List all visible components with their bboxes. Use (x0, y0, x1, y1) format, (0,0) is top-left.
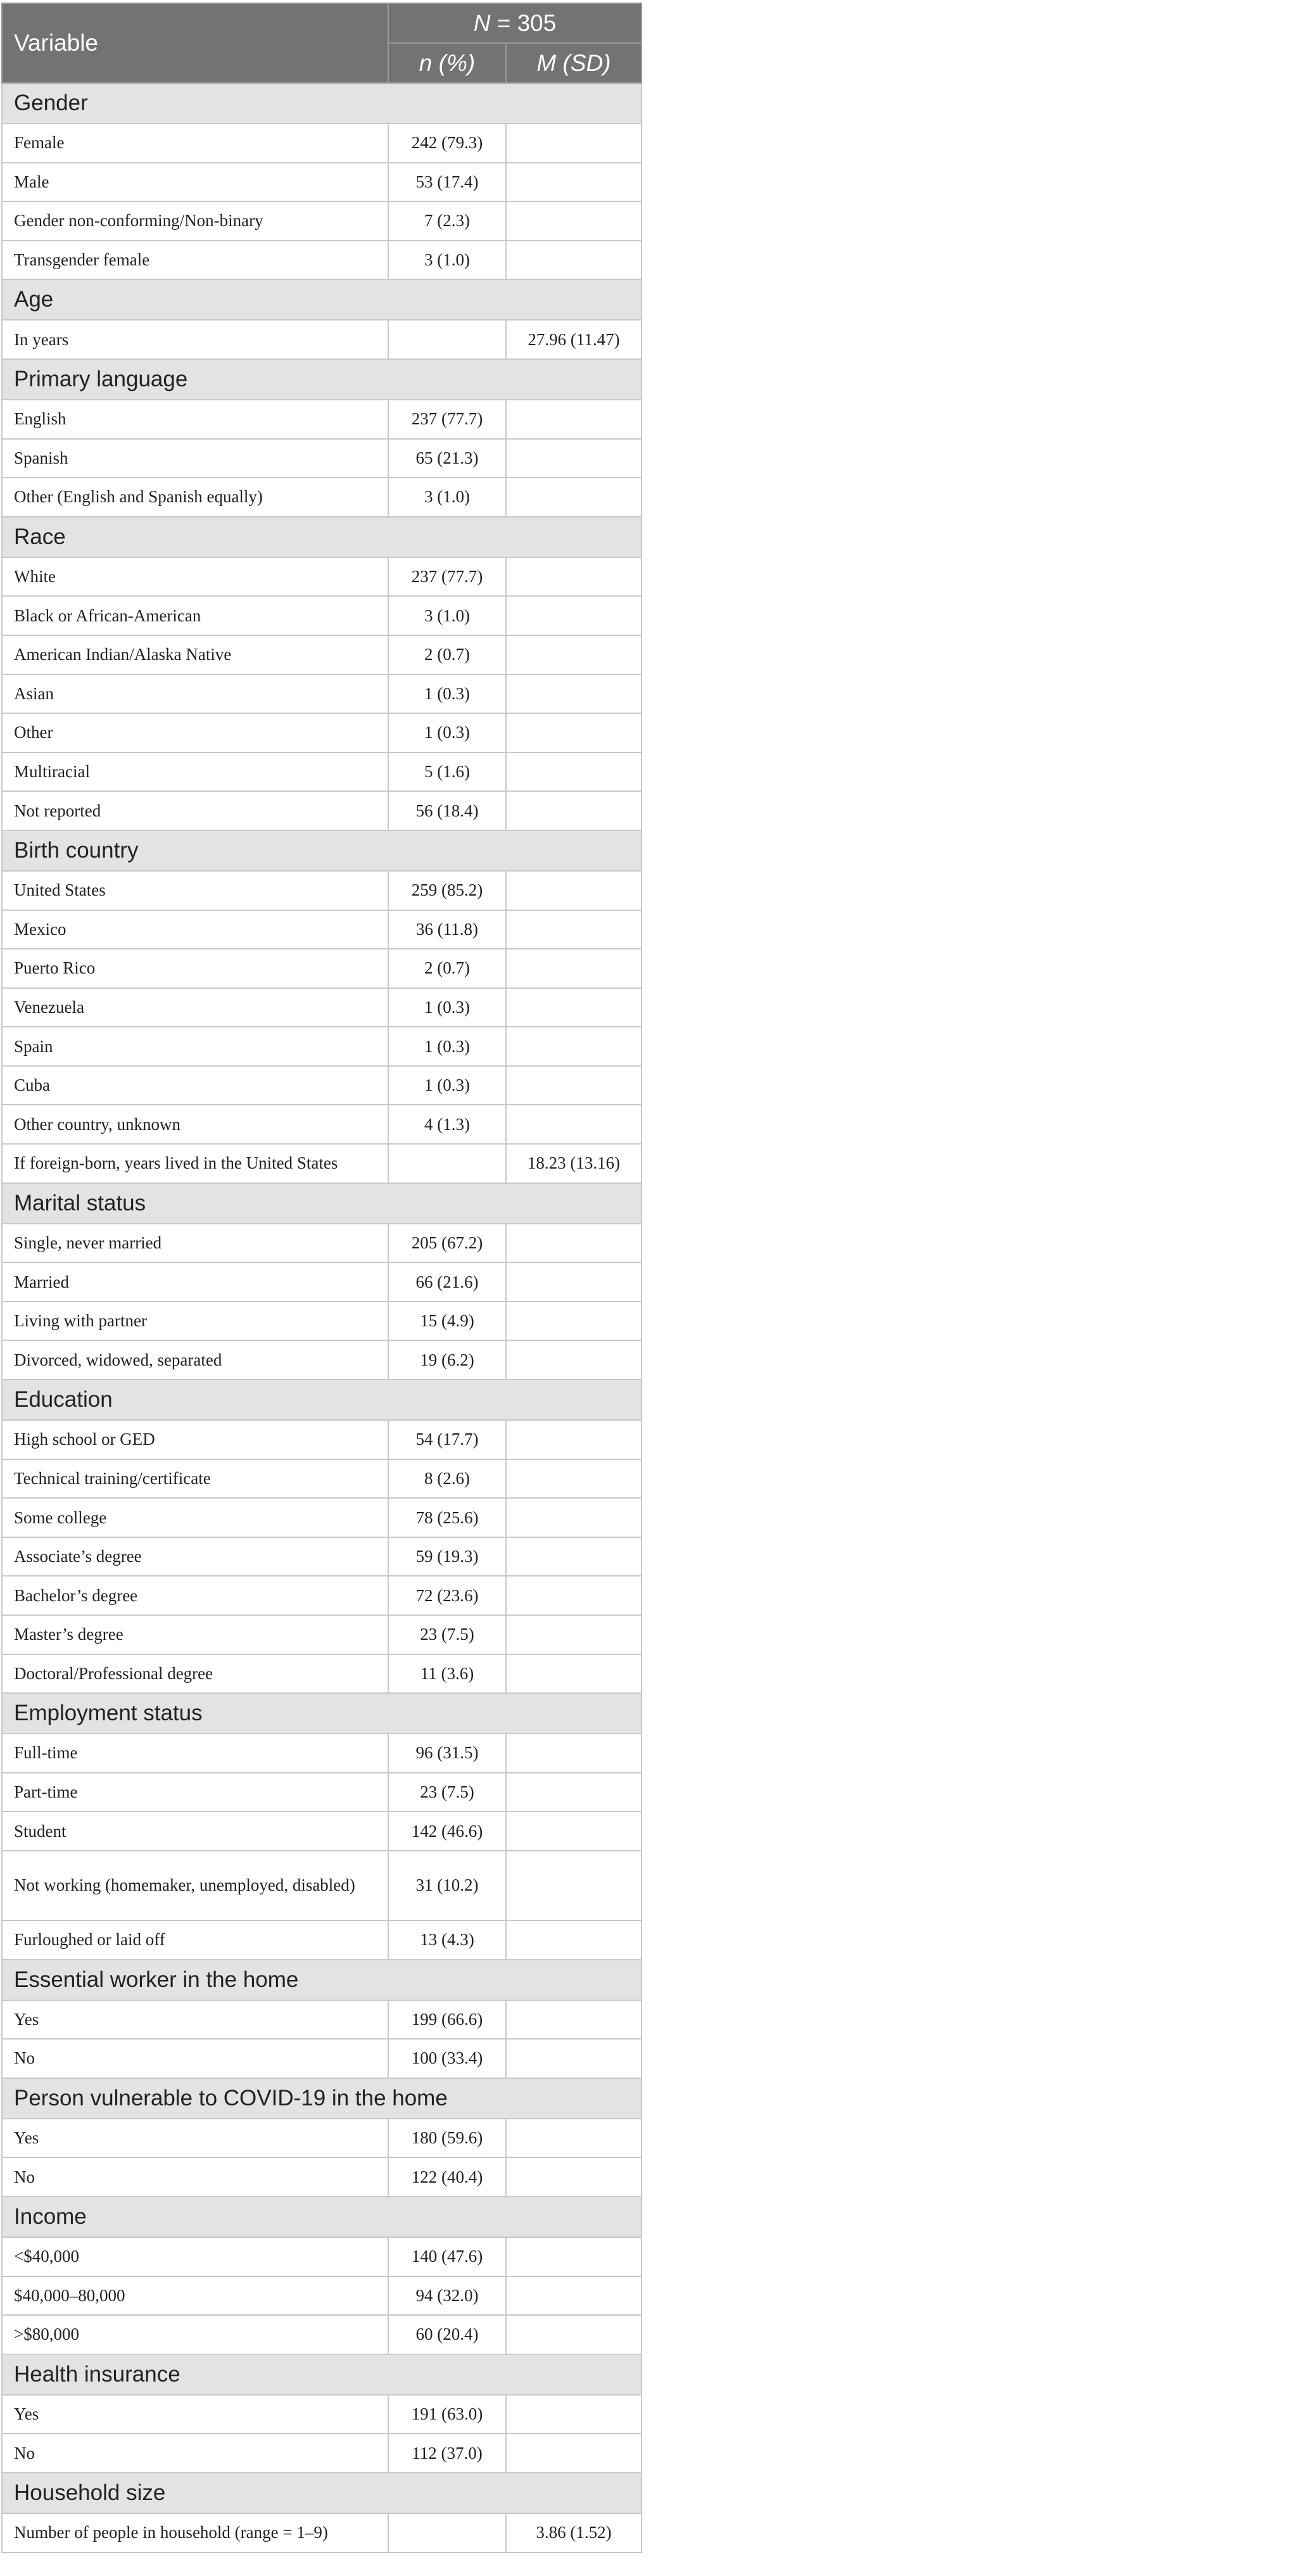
row-label: Not working (homemaker, unemployed, disabled) (2, 1851, 388, 1920)
n-percent-cell: 72 (23.6) (388, 1576, 506, 1615)
mean-sd-cell (506, 1066, 642, 1105)
mean-sd-cell (506, 871, 642, 910)
section-title: Income (2, 2197, 642, 2237)
row-label: Divorced, widowed, separated (2, 1340, 388, 1380)
row-label: Associate’s degree (2, 1537, 388, 1577)
row-label: White (2, 557, 388, 597)
section-header-row (2, 830, 642, 871)
table-row (2, 400, 642, 439)
row-label: Full-time (2, 1734, 388, 1773)
row-label: Not reported (2, 791, 388, 830)
mean-sd-cell (506, 949, 642, 988)
mean-sd-cell (506, 201, 642, 241)
table-row (2, 1537, 642, 1577)
mean-sd-cell: 27.96 (11.47) (506, 320, 642, 359)
row-label: Yes (2, 2000, 388, 2040)
row-label: Multiracial (2, 752, 388, 792)
n-percent-cell: 19 (6.2) (388, 1340, 506, 1380)
n-percent-cell (388, 2513, 506, 2553)
row-label: Furloughed or laid off (2, 1920, 388, 1960)
mean-sd-cell (506, 2315, 642, 2354)
n-percent-cell: 7 (2.3) (388, 201, 506, 241)
n-percent-cell: 3 (1.0) (388, 241, 506, 280)
n-percent-cell: 5 (1.6) (388, 752, 506, 792)
mean-sd-cell (506, 1537, 642, 1577)
mean-sd-cell (506, 1027, 642, 1066)
row-label: English (2, 400, 388, 439)
section-title: Age (2, 279, 642, 320)
n-percent-cell: 237 (77.7) (388, 557, 506, 597)
table-row (2, 791, 642, 830)
mean-sd-cell (506, 1498, 642, 1537)
mean-sd-cell (506, 1224, 642, 1263)
section-header-row (2, 359, 642, 400)
mean-sd-cell (506, 2395, 642, 2434)
mean-sd-cell (506, 675, 642, 714)
mean-sd-cell (506, 1773, 642, 1812)
mean-sd-cell (506, 1654, 642, 1694)
table-body (2, 83, 642, 2553)
mean-symbol: M (536, 49, 557, 76)
mean-sd-cell (506, 1851, 642, 1920)
row-label: High school or GED (2, 1420, 388, 1459)
section-title: Person vulnerable to COVID-19 in the home (2, 2078, 642, 2119)
n-percent-cell: 1 (0.3) (388, 988, 506, 1027)
mean-sd-cell (506, 713, 642, 752)
n-percent-cell: 96 (31.5) (388, 1734, 506, 1773)
mean-sd-cell (506, 2157, 642, 2197)
n-percent-cell: 54 (17.7) (388, 1420, 506, 1459)
table-row (2, 1302, 642, 1341)
table-row (2, 1851, 642, 1920)
mean-sd-cell (506, 2039, 642, 2078)
section-header-row (2, 279, 642, 320)
row-label: Number of people in household (range = 1–9) (2, 2513, 388, 2553)
table-row (2, 2395, 642, 2434)
table-row (2, 2000, 642, 2040)
table-row (2, 713, 642, 752)
table-row (2, 596, 642, 635)
table-row (2, 1920, 642, 1960)
n-percent-cell: 66 (21.6) (388, 1262, 506, 1302)
section-header-row (2, 2078, 642, 2119)
row-label: >$80,000 (2, 2315, 388, 2354)
row-label: Spanish (2, 439, 388, 478)
row-label: No (2, 2433, 388, 2473)
mean-sd-cell (506, 2276, 642, 2316)
row-label: Other country, unknown (2, 1105, 388, 1144)
table-row (2, 2039, 642, 2078)
section-header-row (2, 83, 642, 124)
n-percent-cell: 1 (0.3) (388, 713, 506, 752)
table-row (2, 752, 642, 792)
section-title: Employment status (2, 1693, 642, 1734)
n-percent-header: n (%) (388, 43, 506, 83)
row-label: Single, never married (2, 1224, 388, 1263)
table-row (2, 1420, 642, 1459)
n-percent-cell: 65 (21.3) (388, 439, 506, 478)
n-percent-cell: 94 (32.0) (388, 2276, 506, 2316)
sample-size-header (388, 3, 642, 43)
table-row (2, 1498, 642, 1537)
mean-sd-cell (506, 1811, 642, 1851)
table-row (2, 635, 642, 675)
row-label: Gender non-conforming/Non-binary (2, 201, 388, 241)
row-label: <$40,000 (2, 2237, 388, 2276)
row-label: Yes (2, 2119, 388, 2158)
section-header-row (2, 1380, 642, 1420)
mean-sd-cell (506, 400, 642, 439)
n-percent-cell: 142 (46.6) (388, 1811, 506, 1851)
section-title: Marital status (2, 1183, 642, 1224)
n-percent-cell: 1 (0.3) (388, 1066, 506, 1105)
table-row (2, 1224, 642, 1263)
n-percent-cell: 2 (0.7) (388, 949, 506, 988)
n-percent-cell: 1 (0.3) (388, 675, 506, 714)
mean-sd-cell (506, 596, 642, 635)
mean-sd-cell (506, 1576, 642, 1615)
table-row (2, 1734, 642, 1773)
table-row (2, 557, 642, 597)
table-row (2, 1027, 642, 1066)
n-percent-cell (388, 1144, 506, 1183)
row-label: $40,000–80,000 (2, 2276, 388, 2316)
section-title: Education (2, 1380, 642, 1420)
n-percent-cell: 78 (25.6) (388, 1498, 506, 1537)
table-row (2, 1459, 642, 1499)
table-row (2, 871, 642, 910)
section-title: Gender (2, 83, 642, 124)
n-percent-cell: 122 (40.4) (388, 2157, 506, 2197)
n-percent-cell: 180 (59.6) (388, 2119, 506, 2158)
mean-sd-cell: 3.86 (1.52) (506, 2513, 642, 2553)
row-label: Asian (2, 675, 388, 714)
table-row (2, 1654, 642, 1694)
table-row (2, 439, 642, 478)
table-row (2, 949, 642, 988)
section-title: Health insurance (2, 2354, 642, 2395)
row-label: Cuba (2, 1066, 388, 1105)
n-percent-cell: 23 (7.5) (388, 1615, 506, 1654)
table-row (2, 2315, 642, 2354)
n-percent-cell: 199 (66.6) (388, 2000, 506, 2040)
table-row (2, 1066, 642, 1105)
mean-sd-cell (506, 2237, 642, 2276)
n-percent-cell: 13 (4.3) (388, 1920, 506, 1960)
table-row (2, 1262, 642, 1302)
row-label: Technical training/certificate (2, 1459, 388, 1499)
mean-sd-cell (506, 557, 642, 597)
table-row (2, 1773, 642, 1812)
row-label: Other (English and Spanish equally) (2, 478, 388, 517)
mean-sd-cell (506, 1920, 642, 1960)
table-row (2, 675, 642, 714)
table-row (2, 1576, 642, 1615)
table-row (2, 163, 642, 202)
row-label: If foreign-born, years lived in the United States (2, 1144, 388, 1183)
table-row (2, 910, 642, 949)
mean-sd-cell (506, 1340, 642, 1380)
mean-sd-cell (506, 124, 642, 163)
table-row (2, 1811, 642, 1851)
section-header-row (2, 2354, 642, 2395)
mean-sd-cell (506, 2000, 642, 2040)
n-percent-cell: 237 (77.7) (388, 400, 506, 439)
mean-sd-cell (506, 1459, 642, 1499)
n-percent-cell: 112 (37.0) (388, 2433, 506, 2473)
section-title: Primary language (2, 359, 642, 400)
mean-sd-cell (506, 2119, 642, 2158)
section-header-row (2, 1960, 642, 2000)
row-label: Yes (2, 2395, 388, 2434)
n-percent-cell: 259 (85.2) (388, 871, 506, 910)
table-row (2, 1340, 642, 1380)
section-header-row (2, 2197, 642, 2237)
row-label: Other (2, 713, 388, 752)
table-row (2, 2157, 642, 2197)
row-label: Male (2, 163, 388, 202)
mean-sd-cell (506, 2433, 642, 2473)
row-label: No (2, 2157, 388, 2197)
row-label: Married (2, 1262, 388, 1302)
mean-sd-cell (506, 635, 642, 675)
mean-sd-cell (506, 1262, 642, 1302)
n-percent-cell: 15 (4.9) (388, 1302, 506, 1341)
table-row (2, 241, 642, 280)
mean-sd-cell (506, 1734, 642, 1773)
row-label: Mexico (2, 910, 388, 949)
n-percent-cell: 100 (33.4) (388, 2039, 506, 2078)
row-label: Part-time (2, 1773, 388, 1812)
n-percent-cell: 4 (1.3) (388, 1105, 506, 1144)
n-percent-cell: 11 (3.6) (388, 1654, 506, 1694)
n-percent-cell: 53 (17.4) (388, 163, 506, 202)
row-label: Puerto Rico (2, 949, 388, 988)
n-percent-cell: 31 (10.2) (388, 1851, 506, 1920)
mean-sd-cell (506, 1105, 642, 1144)
table-row (2, 2276, 642, 2316)
row-label: Some college (2, 1498, 388, 1537)
table-row (2, 988, 642, 1027)
n-percent-cell: 140 (47.6) (388, 2237, 506, 2276)
n-percent-cell: 8 (2.6) (388, 1459, 506, 1499)
table-header (2, 3, 642, 83)
n-percent-cell (388, 320, 506, 359)
n-total-symbol: N (473, 10, 491, 36)
table-row (2, 1144, 642, 1183)
n-percent-cell: 59 (19.3) (388, 1537, 506, 1577)
table-row (2, 1615, 642, 1654)
row-label: Female (2, 124, 388, 163)
row-label: Black or African-American (2, 596, 388, 635)
table-row (2, 2119, 642, 2158)
row-label: Venezuela (2, 988, 388, 1027)
row-label: Doctoral/Professional degree (2, 1654, 388, 1694)
sd-symbol: SD (570, 49, 604, 76)
n-percent-cell: 242 (79.3) (388, 124, 506, 163)
mean-sd-cell (506, 988, 642, 1027)
row-label: Spain (2, 1027, 388, 1066)
section-header-row (2, 2473, 642, 2513)
mean-sd-cell (506, 163, 642, 202)
table-row (2, 478, 642, 517)
table-row (2, 1105, 642, 1144)
mean-sd-cell (506, 1615, 642, 1654)
table-row (2, 2513, 642, 2553)
mean-sd-cell: 18.23 (13.16) (506, 1144, 642, 1183)
mean-sd-header: M (SD) (506, 43, 642, 83)
row-label: No (2, 2039, 388, 2078)
mean-sd-cell (506, 478, 642, 517)
row-label: Living with partner (2, 1302, 388, 1341)
n-percent-cell: 2 (0.7) (388, 635, 506, 675)
section-header-row (2, 1183, 642, 1224)
mean-sd-cell (506, 439, 642, 478)
mean-sd-cell (506, 910, 642, 949)
variable-header: Variable (2, 3, 388, 83)
table-row (2, 2433, 642, 2473)
mean-sd-cell (506, 1420, 642, 1459)
row-label: Master’s degree (2, 1615, 388, 1654)
n-percent-cell: 3 (1.0) (388, 478, 506, 517)
row-label: Transgender female (2, 241, 388, 280)
section-title: Race (2, 517, 642, 557)
row-label: In years (2, 320, 388, 359)
section-title: Household size (2, 2473, 642, 2513)
mean-sd-cell (506, 1302, 642, 1341)
table-row (2, 124, 642, 163)
demographics-table (1, 3, 642, 2553)
n-percent-cell: 205 (67.2) (388, 1224, 506, 1263)
row-label: Student (2, 1811, 388, 1851)
n-percent-cell: 3 (1.0) (388, 596, 506, 635)
section-title: Essential worker in the home (2, 1960, 642, 2000)
section-header-row (2, 517, 642, 557)
n-percent-cell: 1 (0.3) (388, 1027, 506, 1066)
mean-sd-cell (506, 791, 642, 830)
table-row (2, 320, 642, 359)
row-label: American Indian/Alaska Native (2, 635, 388, 675)
mean-sd-cell (506, 241, 642, 280)
row-label: United States (2, 871, 388, 910)
n-percent-cell: 56 (18.4) (388, 791, 506, 830)
section-header-row (2, 1693, 642, 1734)
n-percent-cell: 23 (7.5) (388, 1773, 506, 1812)
n-percent-cell: 60 (20.4) (388, 2315, 506, 2354)
section-title: Birth country (2, 830, 642, 871)
n-percent-cell: 191 (63.0) (388, 2395, 506, 2434)
table-row (2, 201, 642, 241)
mean-sd-cell (506, 752, 642, 792)
row-label: Bachelor’s degree (2, 1576, 388, 1615)
table-row (2, 2237, 642, 2276)
n-percent-cell: 36 (11.8) (388, 910, 506, 949)
n-total-value: = 305 (490, 10, 557, 36)
